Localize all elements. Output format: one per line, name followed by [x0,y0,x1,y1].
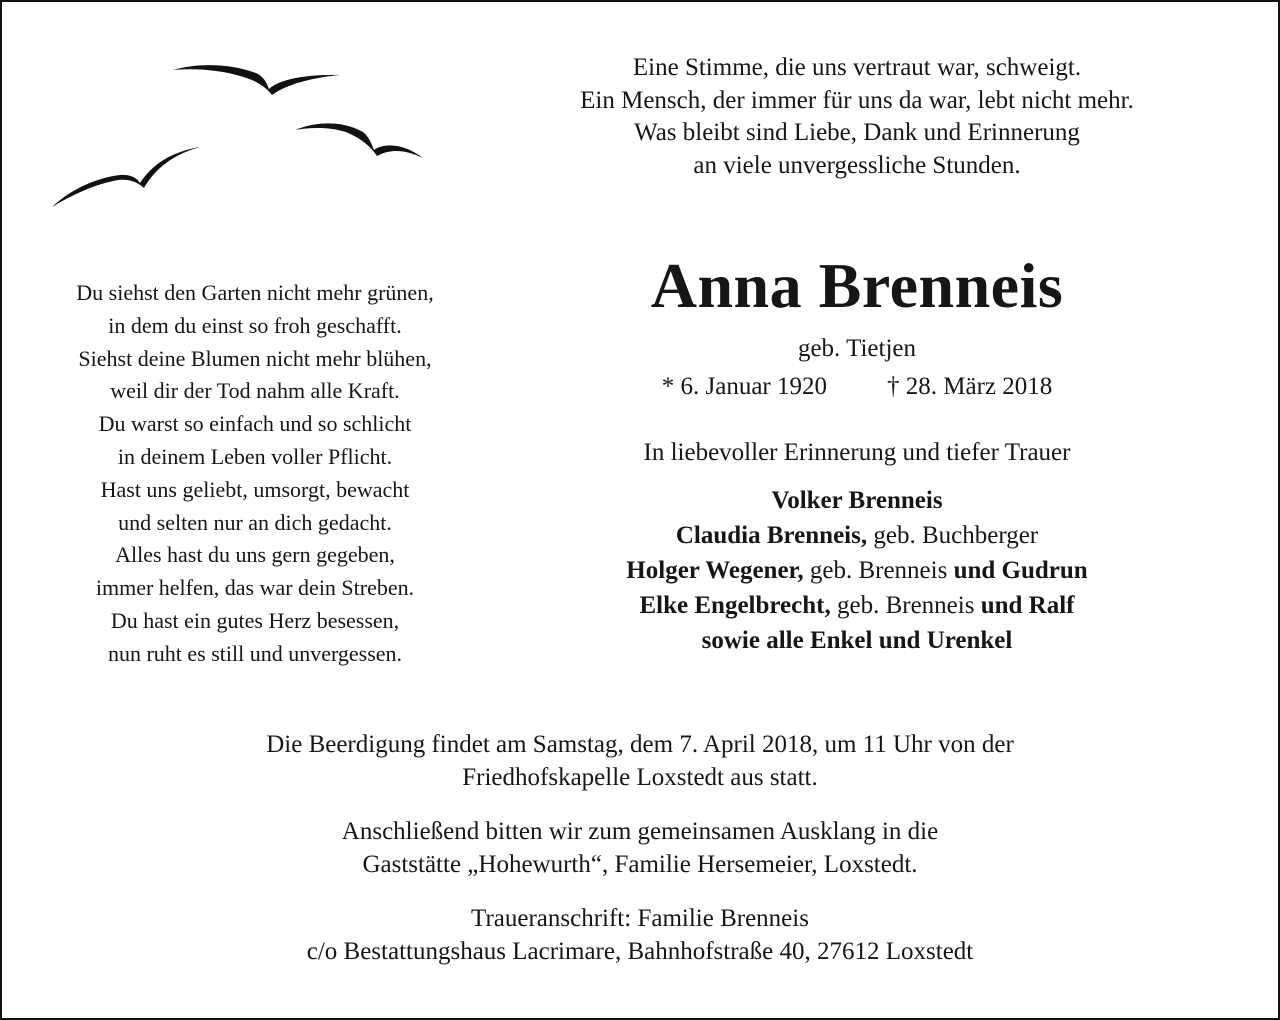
memorial-poem [22,277,488,671]
address-line: c/o Bestattungshaus Lacrimare, Bahnhofstraße 40, 27612 Loxstedt [306,937,974,965]
poem-line: weil dir der Tod nahm alle Kraft. [110,378,400,404]
reception-line: Gaststätte „Hohewurth“, Familie Hersemeier, Loxstedt. [362,850,918,878]
mourner-line [500,588,1214,623]
mourner-maiden-name: geb. Brenneis [803,557,954,584]
opening-quote [500,52,1214,182]
reception-info [120,816,1160,881]
poem-line: und selten nur an dich gedacht. [118,509,392,535]
mourner-maiden-name: geb. Buchberger [867,522,1039,549]
mourner-name: Volker Brenneis [771,487,943,514]
mourner-line [500,623,1214,658]
poem-line: Du hast ein gutes Herz besessen, [110,607,400,633]
mourner-name: Holger Wegener, [626,557,804,584]
funeral-info [120,729,1160,794]
poem-line: Hast uns geliebt, umsorgt, bewacht [100,476,410,502]
poem-line: in deinem Leben voller Pflicht. [117,443,393,469]
mourner-line [500,518,1214,553]
funeral-line: Die Beerdigung findet am Samstag, dem 7. April 2018, um 11 Uhr von der [266,731,1014,758]
poem-line: Alles hast du uns gern gegeben, [115,542,395,568]
condolence-address [120,903,1160,968]
address-line: Traueranschrift: Familie Brenneis [471,905,809,932]
death-date: † 28. März 2018 [887,373,1053,400]
mourner-family: sowie alle Enkel und Urenkel [701,627,1013,654]
maiden-name: geb. Tietjen [797,335,917,362]
mourner-partner: und Gudrun [953,557,1088,584]
quote-line: an viele unvergessliche Stunden. [693,151,1021,179]
poem-line: nun ruht es still und unvergessen. [107,640,403,666]
poem-line: in dem du einst so froh geschafft. [108,312,402,338]
poem-line: Du siehst den Garten nicht mehr grünen, [76,280,434,305]
poem-line: Du warst so einfach und so schlicht [98,411,412,437]
poem-line: immer helfen, das war dein Streben. [95,575,415,601]
poem-line: Siehst deine Blumen nicht mehr blühen, [78,345,432,371]
mourner-line [500,553,1214,588]
life-dates [500,370,1214,404]
mourner-partner: und Ralf [980,592,1075,619]
mourner-name: Claudia Brenneis, [675,522,868,549]
mourner-maiden-name: geb. Brenneis [830,592,981,619]
quote-line: Eine Stimme, die uns vertraut war, schweigt. [632,54,1082,81]
deceased-name: Anna Brenneis [650,250,1064,321]
mourner-line [500,483,1214,518]
quote-line: Ein Mensch, der immer für uns da war, lebt nicht mehr. [580,86,1134,114]
funeral-line: Friedhofskapelle Loxstedt aus statt. [462,763,818,791]
quote-line: Was bleibt sind Liebe, Dank und Erinnerung [634,119,1080,146]
reception-line: Anschließend bitten wir zum gemeinsamen Ausklang in die [341,818,939,845]
mourner-name: Elke Engelbrecht, [639,592,831,619]
mourners-list [500,483,1214,658]
birth-date: * 6. Januar 1920 [661,373,827,400]
mourning-statement: In liebevoller Erinnerung und tiefer Trauer [643,439,1071,466]
flying-birds-illustration [40,50,460,225]
